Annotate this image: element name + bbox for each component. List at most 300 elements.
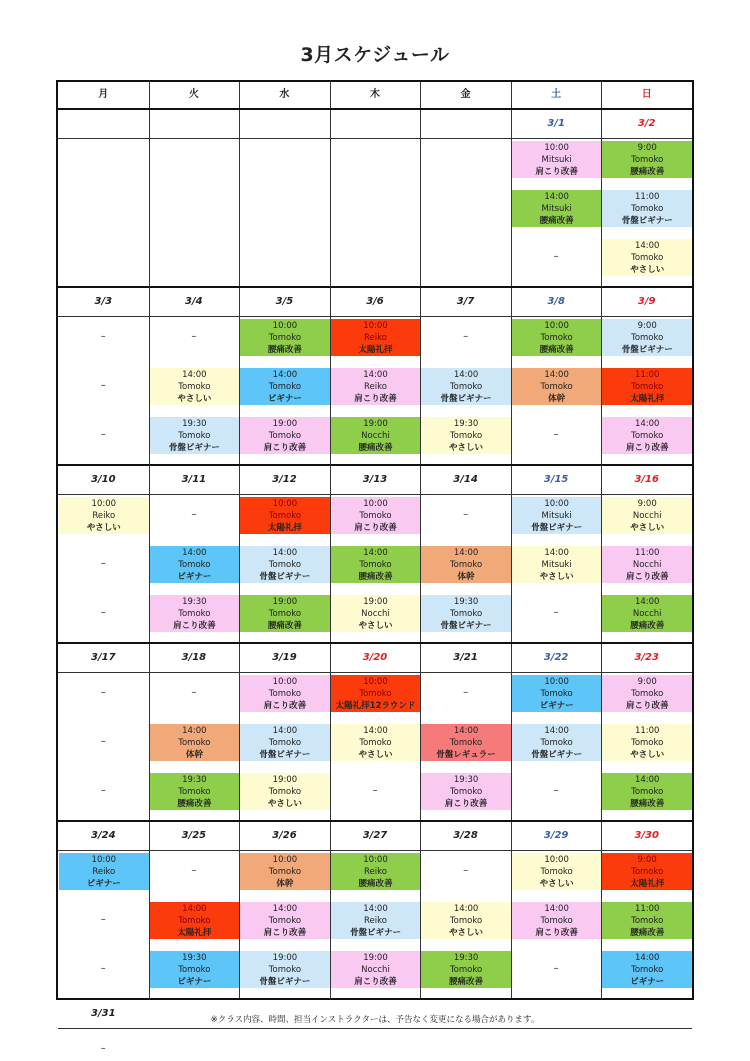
class-slot — [240, 319, 330, 356]
class-name: やさしい — [177, 394, 212, 404]
date-label: 3/25 — [181, 830, 207, 841]
class-time: 14:00 — [363, 370, 388, 380]
class-name: 骨盤ビギナー — [531, 750, 583, 760]
instructor-name: Tomoko — [178, 431, 211, 441]
instructor-name: Tomoko — [540, 333, 573, 343]
class-time: 14:00 — [544, 192, 569, 202]
class-name: やさしい — [449, 928, 484, 938]
date-row-divider — [58, 1028, 692, 1029]
class-name: 体幹 — [185, 750, 203, 760]
instructor-name: Tomoko — [449, 382, 483, 392]
class-time: 9:00 — [637, 499, 657, 509]
no-class-dash: – — [463, 865, 469, 876]
class-time: 19:30 — [182, 775, 207, 785]
class-slot — [421, 902, 511, 939]
class-slot — [240, 497, 330, 534]
instructor-name: Tomoko — [268, 738, 302, 748]
class-name: 腰痛改善 — [630, 621, 665, 631]
class-slot — [602, 595, 692, 632]
class-slot — [602, 853, 692, 890]
instructor-name: Nocchi — [361, 431, 390, 441]
class-time: 10:00 — [544, 143, 569, 153]
instructor-name: Tomoko — [178, 916, 211, 926]
class-name: やさしい — [539, 879, 574, 889]
class-time: 14:00 — [182, 370, 207, 380]
date-label: 3/12 — [272, 474, 297, 485]
date-label: 3/14 — [453, 474, 478, 485]
class-slot — [602, 951, 692, 988]
date-row-divider — [58, 494, 692, 495]
instructor-name: Reiko — [92, 511, 116, 521]
class-time: 14:00 — [182, 904, 207, 914]
class-name: ビギナー — [177, 977, 212, 987]
class-slot — [240, 853, 330, 890]
class-name: 体幹 — [276, 879, 294, 889]
class-name: 太陽礼拝12ラウンド — [335, 701, 416, 711]
class-slot — [421, 546, 511, 583]
class-name: 太陽礼拝 — [358, 345, 393, 355]
class-time: 14:00 — [272, 548, 298, 558]
date-label: 3/3 — [94, 296, 113, 307]
class-time: 19:00 — [363, 419, 388, 429]
class-time: 11:00 — [634, 904, 660, 914]
class-slot — [512, 190, 602, 227]
class-name: やさしい — [267, 799, 302, 809]
class-name: 肩こり改善 — [535, 167, 578, 177]
class-slot — [512, 497, 602, 534]
class-slot — [602, 141, 692, 178]
class-name: 体幹 — [457, 572, 475, 582]
class-time: 14:00 — [363, 904, 388, 914]
class-slot — [331, 595, 421, 632]
class-name: 肩こり改善 — [354, 977, 397, 987]
class-slot — [602, 190, 692, 227]
class-name: 腰痛改善 — [358, 879, 393, 889]
date-label: 3/20 — [362, 652, 388, 663]
class-time: 9:00 — [637, 143, 657, 153]
no-class-dash: – — [463, 331, 469, 342]
no-class-dash: – — [100, 607, 106, 618]
class-time: 14:00 — [634, 775, 660, 785]
class-time: 19:00 — [272, 775, 298, 785]
class-slot — [331, 951, 421, 988]
class-slot — [602, 902, 692, 939]
date-label: 3/17 — [91, 652, 116, 663]
class-time: 14:00 — [544, 548, 569, 558]
class-slot — [331, 675, 421, 712]
no-class-dash: – — [100, 736, 106, 747]
class-name: 腰痛改善 — [630, 799, 665, 809]
instructor-name: Tomoko — [268, 689, 302, 699]
class-name: 肩こり改善 — [263, 928, 307, 938]
no-class-dash: – — [100, 914, 106, 925]
class-slot — [150, 417, 240, 454]
class-time: 11:00 — [634, 192, 660, 202]
class-time: 14:00 — [453, 548, 479, 558]
class-name: 肩こり改善 — [354, 523, 397, 533]
class-name: 腰痛改善 — [539, 345, 574, 355]
no-class-dash: – — [463, 687, 469, 698]
date-label: 3/31 — [91, 1008, 116, 1019]
date-label: 3/10 — [91, 474, 116, 485]
date-label: 3/6 — [366, 296, 384, 307]
date-label: 3/5 — [275, 296, 294, 307]
no-class-dash: – — [100, 1043, 106, 1054]
class-slot — [150, 595, 240, 632]
no-class-dash: – — [100, 380, 106, 391]
class-name: 太陽礼拝 — [630, 394, 665, 404]
no-class-dash: – — [553, 785, 559, 796]
class-name: やさしい — [630, 523, 665, 533]
class-slot — [421, 773, 511, 810]
class-name: 腰痛改善 — [358, 572, 393, 582]
weekday-header: 土 — [551, 89, 562, 100]
class-name: 腰痛改善 — [267, 345, 302, 355]
date-label: 3/8 — [547, 296, 565, 307]
class-time: 10:00 — [272, 321, 298, 331]
class-slot — [240, 417, 330, 454]
no-class-dash: – — [553, 429, 559, 440]
class-name: 骨盤ビギナー — [621, 345, 673, 355]
instructor-name: Tomoko — [268, 511, 302, 521]
class-slot — [421, 595, 511, 632]
date-row-divider — [58, 672, 692, 673]
class-name: 骨盤ビギナー — [440, 621, 492, 631]
instructor-name: Tomoko — [359, 738, 392, 748]
class-name: 太陽礼拝 — [177, 928, 212, 938]
class-time: 14:00 — [634, 241, 660, 251]
no-class-dash: – — [463, 509, 469, 520]
class-name: 肩こり改善 — [354, 394, 397, 404]
class-slot — [150, 546, 240, 583]
date-label: 3/7 — [456, 296, 475, 307]
class-slot — [602, 773, 692, 810]
class-name: 肩こり改善 — [173, 621, 216, 631]
class-slot — [602, 546, 692, 583]
date-label: 3/1 — [547, 118, 565, 129]
class-time: 11:00 — [634, 370, 660, 380]
class-name: 肩こり改善 — [535, 928, 578, 938]
class-name: やさしい — [630, 265, 665, 275]
class-time: 14:00 — [272, 370, 298, 380]
date-label: 3/4 — [185, 296, 203, 307]
class-name: 腰痛改善 — [630, 928, 665, 938]
class-slot — [421, 724, 511, 761]
weekday-header: 火 — [188, 89, 199, 100]
no-class-dash: – — [191, 687, 197, 698]
class-name: 太陽礼拝 — [630, 879, 665, 889]
class-time: 10:00 — [544, 677, 569, 687]
instructor-name: Reiko — [364, 333, 387, 343]
class-time: 19:00 — [363, 597, 388, 607]
class-name: 肩こり改善 — [625, 701, 669, 711]
class-slot — [150, 368, 240, 405]
instructor-name: Tomoko — [268, 965, 302, 975]
class-time: 14:00 — [363, 726, 388, 736]
instructor-name: Tomoko — [178, 787, 211, 797]
instructor-name: Tomoko — [631, 916, 664, 926]
class-slot — [602, 675, 692, 712]
class-slot — [240, 902, 330, 939]
no-class-dash: – — [553, 251, 559, 262]
week-divider — [58, 998, 692, 1000]
class-slot — [602, 368, 692, 405]
class-time: 19:00 — [272, 419, 298, 429]
class-time: 19:30 — [182, 419, 207, 429]
date-row-divider — [58, 316, 692, 317]
instructor-name: Mitsuki — [541, 560, 572, 570]
class-time: 14:00 — [634, 953, 660, 963]
no-class-dash: – — [100, 687, 106, 698]
instructor-name: Tomoko — [449, 431, 483, 441]
class-time: 14:00 — [453, 904, 479, 914]
instructor-name: Tomoko — [178, 609, 211, 619]
class-time: 19:30 — [182, 597, 207, 607]
class-time: 14:00 — [363, 548, 388, 558]
class-slot — [150, 902, 240, 939]
class-time: 10:00 — [272, 499, 298, 509]
class-time: 10:00 — [272, 677, 298, 687]
date-label: 3/28 — [453, 830, 478, 841]
instructor-name: Tomoko — [268, 382, 302, 392]
class-name: 腰痛改善 — [177, 799, 212, 809]
class-slot — [331, 319, 421, 356]
class-name: 骨盤レギュラー — [436, 750, 496, 760]
class-name: 太陽礼拝 — [267, 523, 302, 533]
class-name: やさしい — [358, 750, 393, 760]
class-name: 体幹 — [548, 394, 566, 404]
class-name: ビギナー — [86, 879, 121, 889]
instructor-name: Mitsuki — [541, 204, 572, 214]
class-time: 14:00 — [634, 597, 660, 607]
no-class-dash: – — [191, 509, 197, 520]
weekday-header: 月 — [98, 89, 109, 100]
class-name: ビギナー — [630, 977, 665, 987]
instructor-name: Tomoko — [449, 738, 483, 748]
instructor-name: Tomoko — [540, 916, 573, 926]
class-time: 19:00 — [272, 597, 298, 607]
class-slot — [331, 853, 421, 890]
class-time: 19:30 — [453, 597, 479, 607]
class-time: 14:00 — [544, 370, 569, 380]
class-slot — [421, 417, 511, 454]
weekday-header: 金 — [460, 89, 471, 100]
class-slot — [331, 724, 421, 761]
class-time: 10:00 — [363, 321, 388, 331]
instructor-name: Tomoko — [268, 560, 302, 570]
instructor-name: Tomoko — [631, 204, 664, 214]
class-slot — [150, 951, 240, 988]
class-slot — [331, 902, 421, 939]
instructor-name: Tomoko — [359, 560, 392, 570]
class-name: 肩こり改善 — [625, 443, 669, 453]
class-name: 骨盤ビギナー — [259, 977, 311, 987]
instructor-name: Tomoko — [631, 867, 664, 877]
instructor-name: Tomoko — [631, 155, 664, 165]
class-slot — [512, 853, 602, 890]
weekday-header: 日 — [641, 89, 652, 100]
class-slot — [421, 951, 511, 988]
class-slot — [512, 319, 602, 356]
class-slot — [602, 417, 692, 454]
instructor-name: Tomoko — [268, 916, 302, 926]
class-slot — [59, 853, 149, 890]
class-name: やさしい — [630, 750, 665, 760]
instructor-name: Reiko — [364, 382, 387, 392]
class-slot — [240, 546, 330, 583]
class-slot — [150, 724, 240, 761]
class-time: 19:00 — [272, 953, 298, 963]
class-time: 11:00 — [634, 726, 660, 736]
class-slot — [331, 497, 421, 534]
date-label: 3/30 — [634, 830, 659, 841]
instructor-name: Mitsuki — [541, 155, 572, 165]
class-slot — [602, 319, 692, 356]
class-name: 骨盤ビギナー — [259, 750, 311, 760]
instructor-name: Tomoko — [449, 787, 483, 797]
instructor-name: Nocchi — [361, 609, 390, 619]
class-time: 19:00 — [363, 953, 388, 963]
no-class-dash: – — [100, 429, 106, 440]
class-slot — [512, 724, 602, 761]
class-slot — [602, 497, 692, 534]
instructor-name: Tomoko — [359, 689, 392, 699]
class-time: 14:00 — [272, 904, 298, 914]
class-name: ビギナー — [267, 394, 302, 404]
class-time: 9:00 — [637, 321, 657, 331]
class-time: 10:00 — [363, 499, 388, 509]
class-time: 10:00 — [544, 855, 569, 865]
class-time: 19:30 — [453, 775, 479, 785]
instructor-name: Tomoko — [268, 609, 302, 619]
date-label: 3/29 — [543, 830, 569, 841]
instructor-name: Tomoko — [449, 609, 483, 619]
class-name: 腰痛改善 — [449, 977, 484, 987]
date-label: 3/2 — [637, 118, 656, 129]
class-slot — [512, 675, 602, 712]
instructor-name: Tomoko — [631, 382, 664, 392]
class-name: 骨盤ビギナー — [440, 394, 492, 404]
class-slot — [240, 675, 330, 712]
class-slot — [240, 595, 330, 632]
date-label: 3/22 — [543, 652, 569, 663]
instructor-name: Reiko — [364, 916, 387, 926]
instructor-name: Tomoko — [540, 738, 573, 748]
instructor-name: Nocchi — [361, 965, 390, 975]
class-time: 10:00 — [544, 499, 569, 509]
class-name: やさしい — [539, 572, 574, 582]
no-class-dash: – — [100, 963, 106, 974]
class-time: 19:30 — [453, 953, 479, 963]
instructor-name: Tomoko — [631, 965, 664, 975]
class-name: ビギナー — [539, 701, 574, 711]
class-time: 14:00 — [544, 904, 569, 914]
class-name: 骨盤ビギナー — [349, 928, 401, 938]
class-time: 10:00 — [91, 499, 117, 509]
class-time: 11:00 — [634, 548, 660, 558]
no-class-dash: – — [553, 963, 559, 974]
class-name: 腰痛改善 — [358, 443, 393, 453]
instructor-name: Tomoko — [631, 689, 664, 699]
weekday-header: 水 — [279, 89, 290, 100]
class-name: 骨盤ビギナー — [531, 523, 583, 533]
class-slot — [421, 368, 511, 405]
class-slot — [240, 368, 330, 405]
no-class-dash: – — [100, 331, 106, 342]
page-title: 3月スケジュール — [300, 44, 450, 66]
date-label: 3/19 — [272, 652, 297, 663]
date-label: 3/23 — [634, 652, 659, 663]
instructor-name: Tomoko — [268, 787, 302, 797]
instructor-name: Tomoko — [178, 738, 211, 748]
class-name: 骨盤ビギナー — [259, 572, 311, 582]
class-time: 10:00 — [91, 855, 117, 865]
class-slot — [59, 497, 149, 534]
class-slot — [512, 546, 602, 583]
class-name: やさしい — [449, 443, 484, 453]
no-class-dash: – — [191, 331, 197, 342]
class-slot — [331, 546, 421, 583]
instructor-name: Tomoko — [631, 333, 664, 343]
class-time: 14:00 — [272, 726, 298, 736]
class-time: 19:30 — [182, 953, 207, 963]
instructor-name: Tomoko — [449, 965, 483, 975]
instructor-name: Tomoko — [268, 333, 302, 343]
no-class-dash: – — [100, 558, 106, 569]
no-class-dash: – — [372, 785, 378, 796]
instructor-name: Nocchi — [632, 609, 662, 619]
date-label: 3/16 — [634, 474, 659, 485]
class-name: やさしい — [86, 523, 121, 533]
class-name: 腰痛改善 — [539, 216, 574, 226]
class-slot — [331, 368, 421, 405]
date-label: 3/24 — [91, 830, 116, 841]
instructor-name: Reiko — [364, 867, 387, 877]
class-name: 肩こり改善 — [263, 443, 307, 453]
class-name: 肩こり改善 — [625, 572, 669, 582]
class-name: やさしい — [358, 621, 393, 631]
column-divider — [149, 82, 150, 998]
class-time: 14:00 — [634, 419, 660, 429]
class-slot — [331, 417, 421, 454]
class-time: 10:00 — [272, 855, 298, 865]
date-label: 3/15 — [543, 474, 569, 485]
instructor-name: Tomoko — [540, 382, 573, 392]
class-time: 10:00 — [544, 321, 569, 331]
instructor-name: Tomoko — [268, 867, 302, 877]
class-name: 腰痛改善 — [630, 167, 665, 177]
class-name: 肩こり改善 — [263, 701, 307, 711]
instructor-name: Tomoko — [631, 431, 664, 441]
class-time: 14:00 — [453, 370, 479, 380]
instructor-name: Tomoko — [268, 431, 302, 441]
class-slot — [512, 368, 602, 405]
instructor-name: Tomoko — [631, 253, 664, 263]
class-name: 肩こり改善 — [444, 799, 488, 809]
instructor-name: Tomoko — [449, 916, 483, 926]
instructor-name: Tomoko — [178, 382, 211, 392]
date-label: 3/11 — [181, 474, 207, 485]
class-time: 9:00 — [637, 677, 657, 687]
class-time: 10:00 — [363, 855, 388, 865]
class-time: 14:00 — [544, 726, 569, 736]
class-slot — [602, 239, 692, 276]
instructor-name: Tomoko — [178, 560, 211, 570]
class-time: 14:00 — [182, 726, 207, 736]
date-label: 3/27 — [362, 830, 388, 841]
footnote: ※クラス内容、時間、担当インストラクターは、予告なく変更になる場合があります。 — [210, 1015, 540, 1025]
class-name: ビギナー — [177, 572, 212, 582]
